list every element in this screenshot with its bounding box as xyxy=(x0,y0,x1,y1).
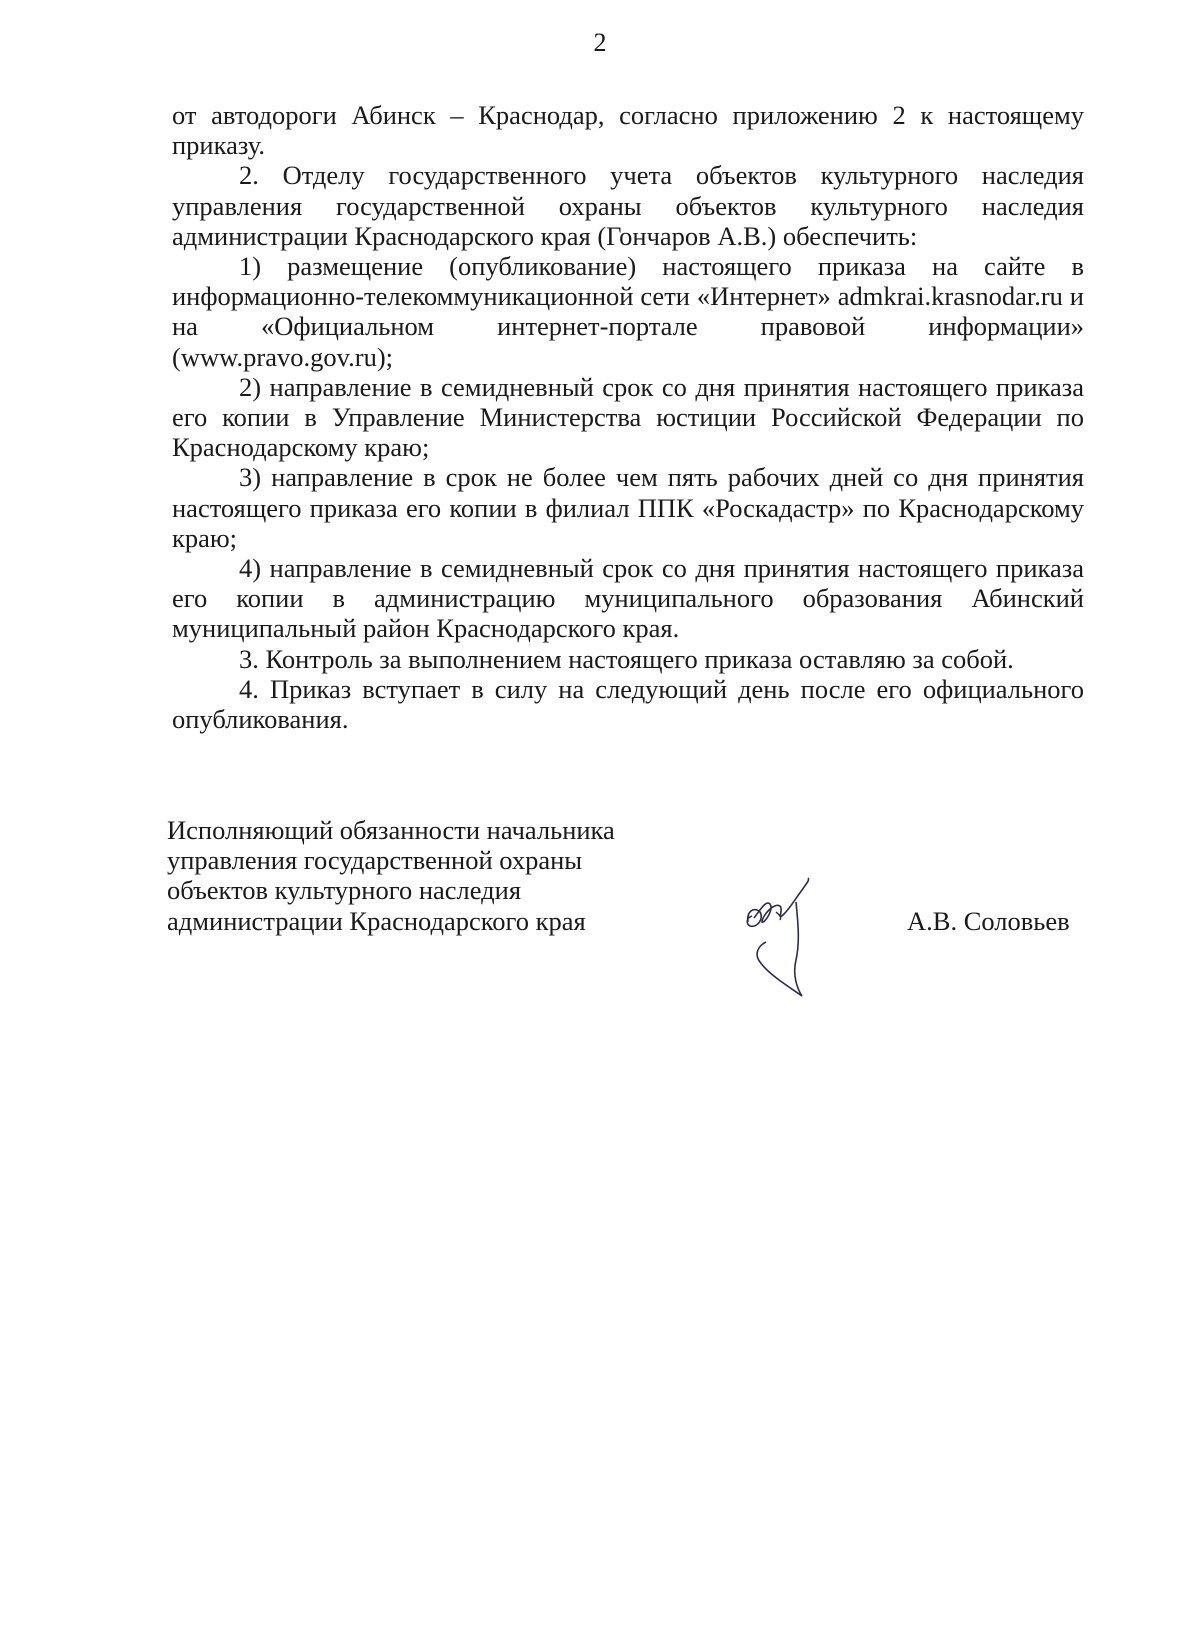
paragraph-item-2: 2. Отделу государственного учета объектов культурного наследия управления государственной охраны объектов культурного наследия администрации Краснодарского края (Гончаров А.В.) обеспечить: xyxy=(172,160,1084,251)
page-number: 2 xyxy=(593,28,607,57)
handwritten-signature xyxy=(740,872,820,1002)
paragraph-subitem-1: 1) размещение (опубликование) настоящего приказа на сайте в информационно-телекоммуникационной сети «Интернет» admkrai.krasnodar.ru и на «Официальном интернет-портале правовой информации» (www.pravo.gov.ru); xyxy=(172,251,1084,372)
paragraph-subitem-4: 4) направление в семидневный срок со дня принятия настоящего приказа его копии в администрацию муниципального образования Абинский муниципальный район Краснодарского края. xyxy=(172,553,1084,644)
signer-position-line: Исполняющий обязанности начальника xyxy=(167,815,615,845)
paragraph-continuation: от автодороги Абинск – Краснодар, согласно приложению 2 к настоящему приказу. xyxy=(172,100,1084,161)
signer-position-line: управления государственной охраны xyxy=(167,845,583,876)
paragraph-subitem-3: 3) направление в срок не более чем пять рабочих дней со дня принятия настоящего приказа его копии в филиал ППК «Роскадастр» по Краснодарскому краю; xyxy=(172,462,1084,553)
paragraph-item-3: 3. Контроль за выполнением настоящего приказа оставляю за собой. xyxy=(239,643,1014,674)
signer-name: А.В. Соловьев xyxy=(907,906,1070,936)
signer-position-line: объектов культурного наследия xyxy=(167,875,522,906)
document-body xyxy=(172,100,1084,734)
paragraph-item-4: 4. Приказ вступает в силу на следующий день после его официального опубликования. xyxy=(172,673,1084,735)
signer-position xyxy=(167,815,615,936)
paragraph-subitem-2: 2) направление в семидневный срок со дня принятия настоящего приказа его копии в Управление Министерства юстиции Российской Федерации по Краснодарскому краю; xyxy=(172,371,1084,463)
signer-position-line: администрации Краснодарского края xyxy=(167,905,586,936)
